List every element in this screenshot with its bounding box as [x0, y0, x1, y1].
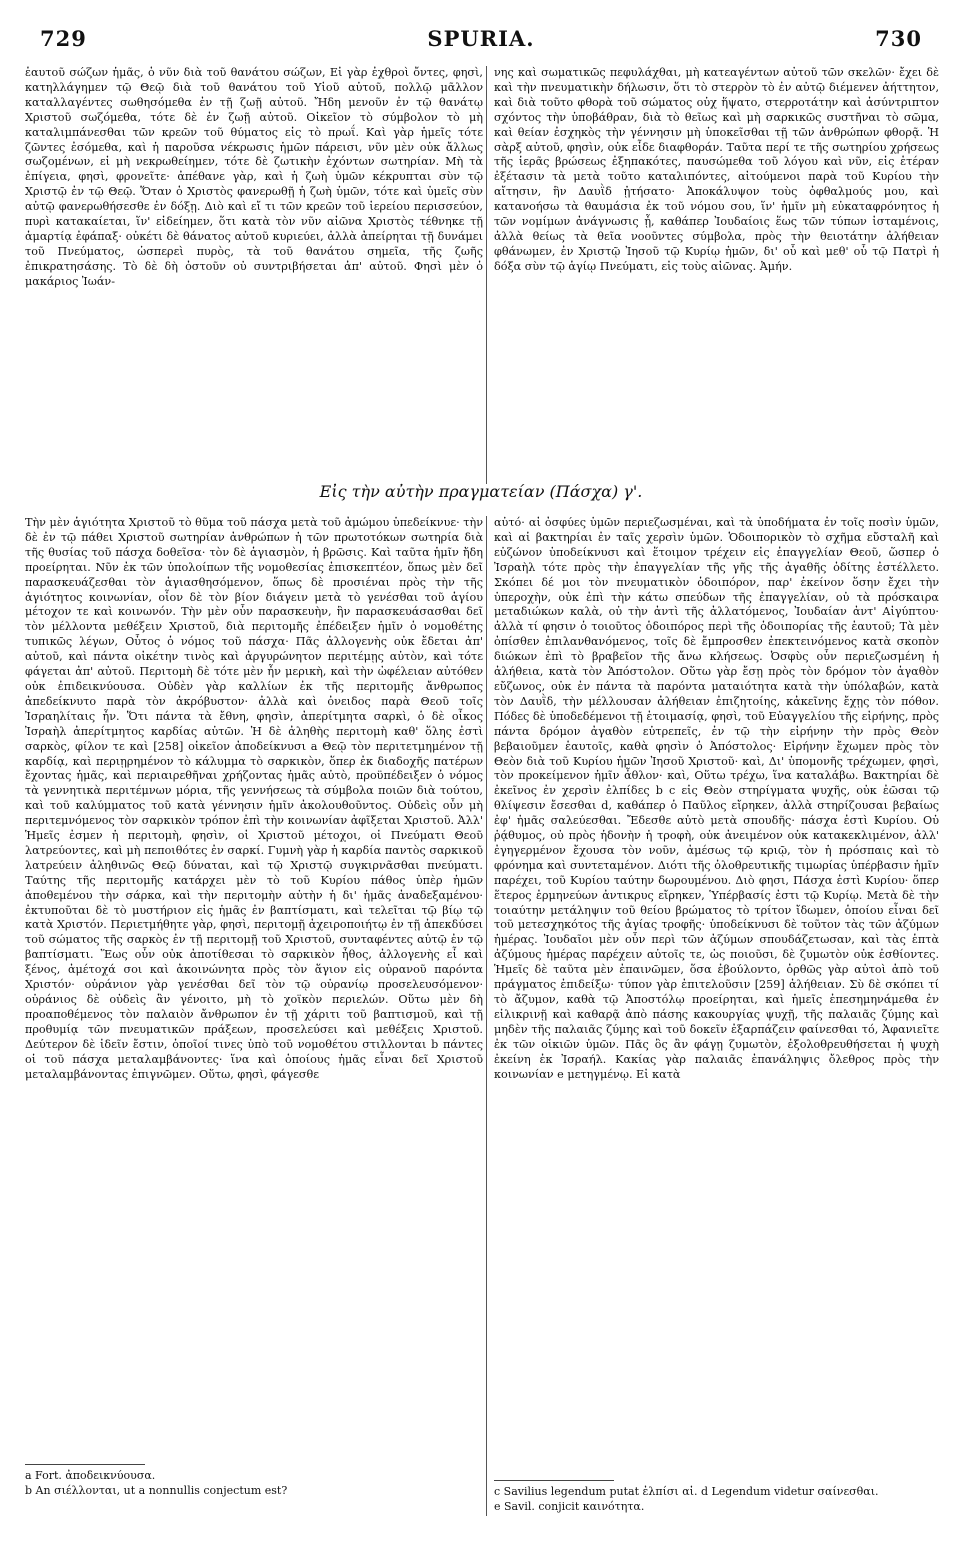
footnote-rule: [494, 1480, 614, 1481]
footnote: e Savil. conjicit καινότητα.: [494, 1500, 645, 1513]
paragraph: ἑαυτοῦ σώζων ἡμᾶς, ὁ νῦν διὰ τοῦ θανάτου σώζων, Εἰ γὰρ ἐχθροὶ ὄντες, φησὶ, κατηλλάγημεν τῷ Θεῷ διὰ τοῦ θανάτου τοῦ Υἱοῦ αὐτοῦ, πολλῷ μᾶλλον καταλλαγέντες σωθησόμεθα ἐν τῇ ζωῇ αὐτοῦ. Ἤδη μενοῦν ἐν τῷ θανάτῳ Χριστοῦ σωζόμεθα, τότε δὲ ἐν ζωῇ αὐτοῦ. Οἰκεῖον τὸ σύμβολον τὸ μὴ καταλιμπάνεσθαι τῶν κρεῶν τοῦ θύματος εἰς τὸ πρωΐ. Καὶ γὰρ ἡμεῖς τότε ζῶντες ἐσόμεθα, καὶ ἡ παροῦσα νέκρωσις ἡμῶν πάρεισι, νῦν μὲν οὐκ ἄλλως σωζομένων, εἰ μὴ νεκρωθείημεν, τότε δὲ ζωτικὴν ἐχόντων σωτηρίαν. Μὴ τὰ ἐπίγεια, φησὶ, φρονεῖτε· ἀπέθανε γὰρ, καὶ ἡ ζωὴ ὑμῶν κέκρυπται σὺν τῷ Χριστῷ ἐν τῷ Θεῷ. Ὅταν ὁ Χριστὸς φανερωθῇ ἡ ζωὴ ὑμῶν, τότε καὶ ὑμεῖς σὺν αὐτῷ φανερωθήσεσθε ἐν δόξῃ. Διὸ καὶ εἴ τι τῶν κρεῶν τοῦ ἱερείου περισσεύον, πυρὶ κατακαίεται, ἵν' εἰδείημεν, ὅτι κατὰ τὸν νῦν αἰῶνα Χριστὸς τέθνηκε τῇ ἁμαρτίᾳ ἐφάπαξ· οὐκέτι δὲ θάνατος αὐτοῦ κυριεύει, ἀλλὰ ἀπείρηται τῇ δυνάμει τοῦ Πνεύματος, ὡσπερεὶ πυρὸς, τὰ τοῦ θανάτου σημεῖα, τῆς ζωῆς ἐπικρατησάσης. Τὸ δὲ δὴ ὀστοῦν οὐ συντριβήσεται ἀπ' αὐτοῦ. Φησὶ μὲν ὁ μακάριος Ἰωάν-: [25, 66, 483, 288]
paragraph: αὐτό· αἱ ὀσφύες ὑμῶν περιεζωσμέναι, καὶ τὰ ὑποδήματα ἐν τοῖς ποσὶν ὑμῶν, καὶ αἱ βακτηρίαι ἐν ταῖς χερσὶν ὑμῶν. Ὁδοιπορικὸν τὸ σχῆμα εὔσταλῆ καὶ εὐζώνον ὑποδείκνυσι καὶ ἕτοιμον τρέχειν εἰς ἐπαγγελίαν Θεοῦ, ὥσπερ ὁ Ἰσραὴλ τότε πρὸς τὴν ἐπαγγελίαν τῆς γῆς τῆς ἀγαθῆς ὁδίτης ἐστέλλετο. Σκόπει δέ μοι τὸν πνευματικὸν ὁδοιπόρον, παρ' ἐκείνον ὅσην ἔχει τὴν ὑπεροχὴν, οὐκ ἐπὶ τὴν κάτω σπεύδων τῆς ἐπαγγελίαν, οὐ τὰ πρόσκαιρα μεταδιώκων καλὰ, οὐ τὴν ἀντὶ τῆς ἀλλατόμενος, Ἰουδαίαν ἀντ' Αἰγύπτου· ἀλλὰ τί φησιν ὁ τοιοῦτος ὁδοιπόρος περὶ τῆς ὁδοιπορίας τῆς ἑαυτοῦ; Τὰ μὲν ὀπίσθεν ἐπιλανθανόμενος, τοῖς δὲ ἔμπροσθεν ἐπεκτεινόμενος κατὰ σκοπὸν διώκων ἐπὶ τὸ βραβεῖον τῆς ἄνω κλήσεως. Ὀσφὺς οὖν περιεζωσμένη ἡ ἀλήθεια, κατὰ τὸν Ἀπόστολον. Οὕτω γὰρ ἔσῃ πρὸς τὸν δρόμον τὸν ἀγαθὸν εὔζωνος, οὐκ ἐν πάντα τὰ παρόντα ματαιότητα κατὰ τὴν ὑπόλαβών, κατὰ τὸν Δαυῒδ, τὴν μέλλουσαν ἀλήθειαν ἐπιζητοίης, κἀκεῖνης ἔχῃς τὸν πόθον. Πόδες δὲ ὑποδεδέμενοι τῇ ἑτοιμασίᾳ, φησὶ, τοῦ Εὐαγγελίου τῆς εἰρήνης, πρὸς πάντα δρόμον ἀγαθὸν εὐτρεπεῖς, ἐν τῷ τὴν εἰρήνην τὴν πρὸς Θεὸν βεβαιοῦμεν ἑαυτοῖς, καθὰ φησὶν ὁ Ἀπόστολος· Εἰρήνην ἔχωμεν πρὸς τὸν Θεὸν διὰ τοῦ Κυρίου ἡμῶν Ἰησοῦ Χριστοῦ· καὶ, Δι' ὑπομονῆς τρέχωμεν, φησὶ, τὸν προκείμενον ἡμῖν ἆθλον· καὶ, Οὕτω τρέχω, ἵνα καταλάβω. Βακτηρίαι δὲ ἐκεῖνος ἐν χερσὶν ἐλπίδες b c εἰς Θεὸν στηρίγματα ψυχῆς, οὐκ ἐῶσαι τῷ θλίψεσιν ἔσεσθαι d, καθάπερ ὁ Παῦλος εἴρηκεν, ἀλλὰ στηρίζουσαι βεβαίως ἐφ' ἡμᾶς σαλεύεσθαι. Ἔδεσθε αὐτὸ μετὰ σπουδῆς· πάσχα ἐστὶ Κυρίου. Οὐ ῥᾴθυμος, οὐ πρὸς ἡδονὴν ἡ τροφὴ, οὐκ ἀνειμένον οὐκ κατακεκλιμένον, ἀλλ' ἐγηγερμένον ἔχουσα τὸν νοῦν, ἀμέσως τῷ κριῷ, τὸν ἡ πρόσπαις καὶ τὸ φρόνημα καὶ συντεταμένον. Διότι τῆς ὀλοθρευτικῆς τιμωρίας ὑπέρβασιν ἡμῖν παρέχει, τοῦ Κυρίου ταύτην δωρουμένου. Διὸ φησι, Πάσχα ἐστὶ Κυρίου· ὅπερ ἕτερος ἑρμηνεύων ἀντικρυς εἴρηκεν, Ὑπέρβασίς ἐστι τῷ Κυρίῳ. Μετὰ δὲ τὴν τοιαύτην μετάληψιν τοῦ θείου βρώματος τὸ τρίτον ἴδωμεν, ὁποίου εἶναι δεῖ τοῦ μετεσχηκότος τῆς ἁγίας τροφῆς· ὑποδείκνυσι δὲ τοῦτον τὰς τῶν ἀζύμων ἡμέρας. Ἰουδαῖοι μὲν οὖν περὶ τῶν ἀζύμων σπουδάζετωσαν, καὶ τὰς ἑπτὰ ἀζύμους ἡμέρας παρέχειν αὐτοῖς τε, ὡς ποιοῦσι, δὲ ζυμωτὸν οὐκ ἐσθίοντες. Ἡμεῖς δὲ ταῦτα μὲν ἐπαινῶμεν, ὅσα ἐβούλοντο, ὀρθῶς γὰρ αὐτοὶ ἀπὸ τοῦ πράγματος ἐπιδείξω· τύπον γὰρ ἐπιτελοῦσιν [259] ἀλήθειαν. Σὺ δὲ σκόπει τί τὸ ἄζυμον, καθὰ τῷ Ἀποστόλῳ προείρηται, καὶ ἡμεῖς ἐπεσημηνάμεθα ἐν εἰλικρινῇ καὶ καθαρᾷ ἀπὸ πάσης κακουργίας ψυχῇ, τῆς παλαιᾶς ζύμης καὶ μηδὲν τῆς παλαιᾶς ζύμης καὶ τοῦ δοκεῖν ἐξαρπάζειν φαίνεσθαι τό, Ἀφανιεῖτε ἐκ τῶν οἰκιῶν ὑμῶν. Πᾶς ὃς ἂν φάγῃ ζυμωτὸν, ἐξολοθρευθήσεται ἡ ψυχὴ ἐκείνη ἐκ Ἰσραήλ. Κακίας γὰρ παλαιᾶς ἐπανάληψις ὄλεθρος πρὸς τὴν κοινωνίαν e μετηγμένῳ. Εἰ κατὰ: [494, 516, 939, 1081]
footnote: a Fort. ἀποδεικνύουσα.: [25, 1469, 156, 1482]
page-number-right: 730: [875, 26, 922, 51]
footnote: b An σιέλλονται, ut a nonnullis conjectum est?: [25, 1484, 288, 1497]
running-header: [40, 26, 922, 52]
footnotes-left: [25, 1468, 480, 1498]
footnote-rule: [25, 1464, 145, 1465]
paragraph: νης καὶ σωματικῶς πεφυλάχθαι, μὴ κατεαγέντων αὐτοῦ τῶν σκελῶν· ἔχει δὲ καὶ τὴν πνευματικὴν δήλωσιν, ὅτι τὸ στερρὸν τὸ ἐν αὐτῷ διέμενεν ἀήττητον, καὶ διὰ τοῦτο φθορὰ τοῦ σώματος οὐχ ἥψατο, στερροτάτην καὶ ἀσύντριπτον σχόντος τὴν ὑποβάθραν, διὰ τὸ θεῖως καὶ μὴ σαρκικῶς συστῆναι τὸ σῶμα, καὶ θείαν ἐσχηκὸς τὴν γέννησιν μὴ ὑποκεῖσθαι τῇ τῶν ἀνθρώπων φθορᾷ. Ἡ σὰρξ αὐτοῦ, φησὶν, οὐκ εἶδε διαφθοράν. Ταῦτα περί τε τῆς σωτηρίου χρήσεως τῆς ἱερᾶς βρώσεως ἐξηπακότες, παυσώμεθα τοῦ λόγου καὶ νῦν, εἰς ἑτέραν ἐξέτασιν τὰ μετὰ τοῦτο καταλιπόντες, αἰτούμενοι παρὰ τοῦ Κυρίου τὴν αἴτησιν, ἣν Δαυῒδ ᾐτήσατο· Ἀποκάλυψον τοὺς ὀφθαλμούς μου, καὶ κατανοήσω τὰ θαυμάσια ἐκ τοῦ νόμου σου, ἵν' ἡμῖν μὴ εὐκαταφρόνητος ἡ τῶν νομίμων ἀνάγνωσις ᾖ, καθάπερ Ἰουδαίοις ἕως τῶν τύπων ἱσταμένοις, ἀλλὰ θείως τὰ θεῖα νοοῦντες σύμβολα, πρὸς τὴν θειοτάτην ἀλήθειαν φθάνωμεν, ἐν Χριστῷ Ἰησοῦ τῷ Κυρίῳ ἡμῶν, δι' οὗ καὶ μεθ' οὗ τῷ Πατρὶ ἡ δόξα σὺν τῷ ἁγίῳ Πνεύματι, εἰς τοὺς αἰῶνας. Ἀμήν.: [494, 66, 939, 273]
column-divider: [486, 516, 487, 1516]
running-title: SPURIA.: [427, 26, 535, 51]
column-bottom-left: [25, 516, 483, 1082]
column-bottom-right: [494, 516, 939, 1082]
footnote: c Savilius legendum putat ἐλπίσι αἱ. d Legendum videtur σαίνεσθαι.: [494, 1485, 879, 1498]
column-divider: [486, 66, 487, 484]
paragraph: Τὴν μὲν ἁγιότητα Χριστοῦ τὸ θῦμα τοῦ πάσχα μετὰ τοῦ ἀμώμου ὑπεδείκνυε· τὴν δὲ ἐν τῷ πάθει Χριστοῦ σωτηρίαν ἀνθρώπων ἡ τῶν πρωτοτόκων σωτηρία διὰ τῆς θυσίας τοῦ πάσχα δοθεῖσα· τὸν δὲ ἁγιασμὸν, ἡ βρῶσις. Καὶ ταῦτα ἡμῖν ἤδη προείρηται. Νῦν ἐκ τῶν ὑπολοίπων τῆς νομοθεσίας ἐπισκεπτέον, ὅπως μὲν δεῖ παρασκευάζεσθαι τὸν ἁγιασθησόμενον, ὅπως δὲ προσιέναι πρὸς τὴν τῆς ἁγιότητος κοινωνίαν, οἷον δὲ τὸν βίον διάγειν μετὰ τὸ γενέσθαι τοῦ ἁγίου μέτοχον τε καὶ κοινωνόν. Τὴν μὲν οὖν παρασκευὴν, ἣν παρασκευάσασθαι δεῖ τὸν μέλλοντα μεθέξειν Χριστοῦ, διὰ περιτομῆς ἐπέδειξεν ἡμῖν ὁ νομοθέτης τυπικῶς λέγων, Οὗτος ὁ νόμος τοῦ πάσχα· Πᾶς ἀλλογενὴς οὐκ ἔδεται ἀπ' αὐτοῦ, καὶ πάντα οἰκέτην τινὸς καὶ ἀργυρώνητον περιτέμῃς αὐτὸν, καὶ τότε φάγεται ἀπ' αὐτοῦ. Περιτομὴ δὲ τότε μὲν ἦν μερικὴ, καὶ τὴν ὠφέλειαν αὐτόθεν οὐκ ἐπιδεικνύουσα. Οὐδὲν γὰρ καλλίων ἐκ τῆς περιτομῆς ἄνθρωπος ἀπεδείκνυτο παρὰ τὸν ἀκρόβυστον· ἀλλὰ καὶ ὀνειδος παρὰ Θεοῦ τοῖς Ἰσραηλίταις ἦν. Ὅτι πάντα τὰ ἔθνη, φησὶν, ἀπερίτμητα σαρκὶ, ὁ δὲ οἶκος Ἰσραὴλ ἀπερίτμητος καρδίας αὐτῶν. Ἡ δὲ ἀληθὴς περιτομὴ καθ' ὅλης ἐστὶ σαρκὸς, φίλον τε καὶ [258] οἰκεῖον ἀποδείκνυσι a Θεῷ τὸν περιτετμημένον τῇ καρδίᾳ, καὶ περιῃρημένον τὸ κάλυμμα τὸ σαρκικὸν, ὅπερ ἐκ διαδοχῆς πατέρων ἔχοντας ἡμᾶς, καὶ περιαιρεθῆναι χρήζοντας ἡμᾶς αὐτὸ, προϋπέδειξεν ὁ νόμος τὰ γεννητικὰ περιτέμνων μόρια, τῆς γεννήσεως τὰ σύμβολα ποιῶν διὰ τούτου, καὶ τοῦ καλύμματος τοῦ κατὰ γέννησιν ἡμῖν ἀκολουθοῦντος. Οὐδεὶς οὖν μὴ περιτεμνόμενος τὸν σαρκικὸν τρόπον ἐπὶ τὴν κοινωνίαν ἀφῖξεται Χριστοῦ. Ἀλλ' Ἡμεῖς ἐσμεν ἡ περιτομὴ, φησὶν, οἱ Χριστοῦ μέτοχοι, οἱ Πνεύματι Θεοῦ λατρεύοντες, καὶ μὴ πεποιθότες ἐν σαρκί. Γυμνὴ γὰρ ἡ καρδία παντὸς σαρκικοῦ λατρεύειν ἀληθινῶς Θεῷ δύναται, καὶ τῷ Χριστῷ συγκιρνᾶσθαι πνεύματι. Ταύτης τῆς περιτομῆς κατάρχει μὲν τὸ τοῦ Κυρίου πάθος ὑπὲρ ἡμῶν ἀποθεμένου τὴν σάρκα, καὶ τὴν περιτομὴν αὐτὴν ἡ δι' ἡμᾶς ἀναδεξαμένου· ἐκτυποῦται δὲ τὸ μυστήριον εἰς ἡμᾶς ἐν βαπτίσματι, καὶ τελεῖται τῷ βίῳ τῷ κατὰ Χριστόν. Περιετμήθητε γὰρ, φησὶ, περιτομῇ ἀχειροποιήτῳ ἐν τῇ ἀπεκδύσει τοῦ σώματος τῆς σαρκὸς ἐν τῇ περιτομῇ τοῦ Χριστοῦ, συνταφέντες αὐτῷ ἐν τῷ βαπτίσματι. Ἕως οὖν οὐκ ἀποτίθεσαι τὸ σαρκικὸν ἦθος, ἀλλογενὴς εἶ καὶ ξένος, ἀμέτοχά σοι καὶ ἀκοινώνητα πρὸς τὸν ἅγιον εἰς οὐρανοῦ παρόντα Χριστόν· οὐράνιον γὰρ γενέσθαι δεῖ τὸν τῷ οὐρανίῳ προσελευσόμενον· οὐράνιος δὲ οὐδεὶς ἂν γένοιτο, μὴ τὸ χοϊκὸν περιελών. Οὕτω μὲν δὴ προαποθέμενος τὸν παλαιὸν ἄνθρωπον ἐν τῇ χάριτι τοῦ βαπτισμοῦ, καὶ τῇ προθυμίᾳ τῶν πνευματικῶν πράξεων, προσελεύσει καὶ μεθέξεις Χριστοῦ. Δεύτερον δὲ ἰδεῖν ἔστιν, ὁποῖοί τινες ὑπὸ τοῦ νομοθέτου στιλλονται b πάντες οἱ τοῦ πάσχα μεταλαμβάνοντες· ἵνα καὶ ὁποίους ἡμᾶς εἶναι δεῖ Χριστοῦ μεταλαμβάνοντας ἐπιγνῶμεν. Οὕτω, φησὶ, φάγεσθε: [25, 516, 483, 1081]
section-title: Εἰς τὴν αὐτὴν πραγματείαν (Πάσχα) γ'.: [319, 482, 643, 501]
page-number-left: 729: [40, 26, 87, 51]
footnotes-right: [494, 1484, 939, 1514]
column-top-right: [494, 66, 939, 275]
column-top-left: [25, 66, 483, 290]
